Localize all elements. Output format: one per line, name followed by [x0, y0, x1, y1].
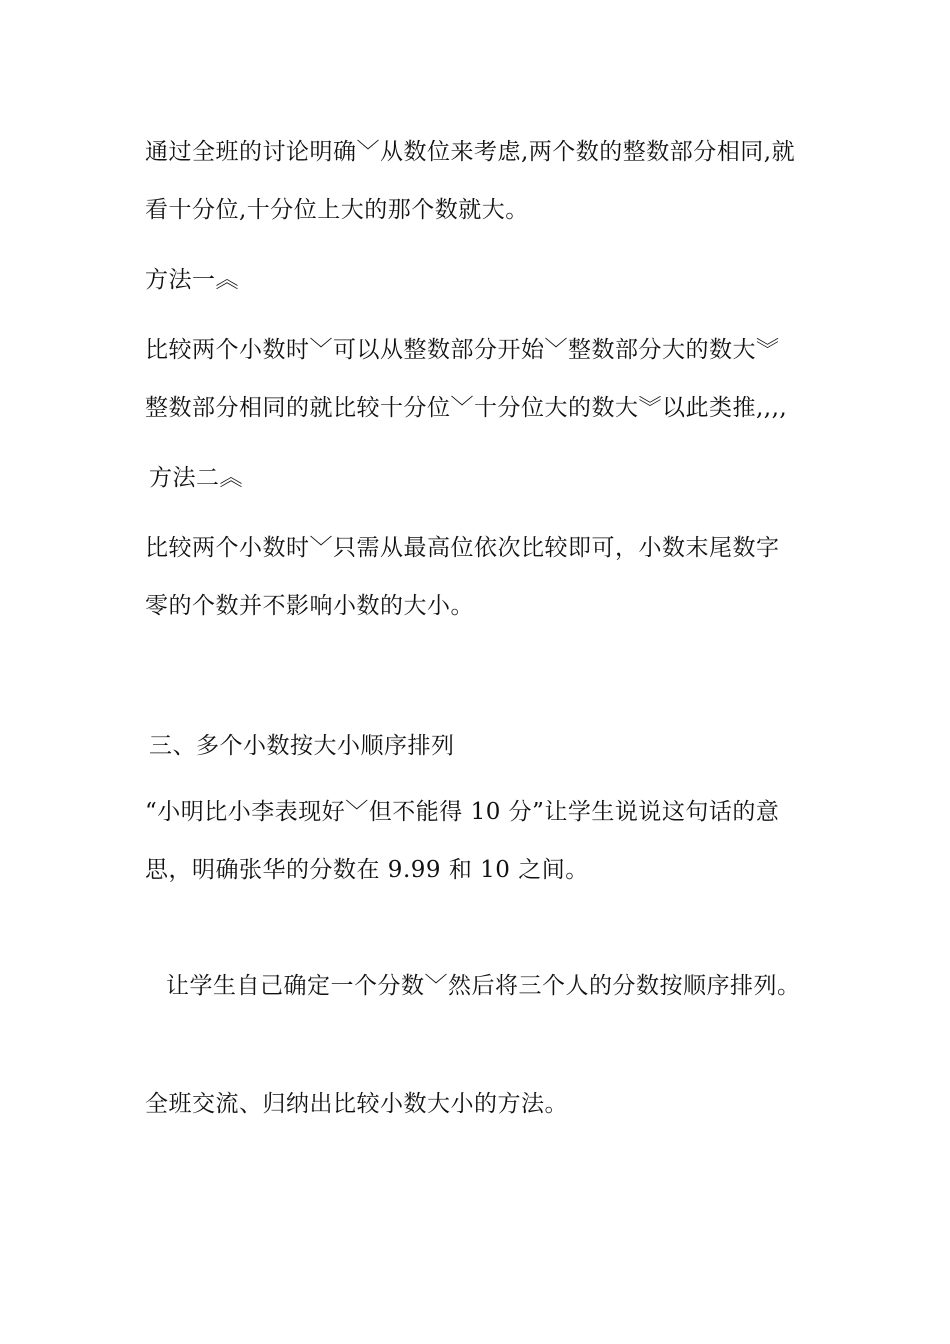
paragraph-line: 通过全班的讨论明确﹀从数位来考虑,两个数的整数部分相同,就 [145, 139, 796, 165]
paragraph-line: 全班交流、归纳出比较小数大小的方法。 [145, 1091, 568, 1117]
method-one-heading: 方法一︽ [145, 267, 239, 293]
paragraph-line: 比较两个小数时﹀可以从整数部分开始﹀整数部分大的数大︾ [145, 337, 780, 363]
paragraph-line: 思，明确张华的分数在 9.99 和 10 之间。 [145, 857, 589, 883]
paragraph-line: 看十分位,十分位上大的那个数就大。 [145, 197, 529, 223]
method-two-heading: 方法二︽ [149, 465, 243, 491]
section-three-heading: 三、多个小数按大小顺序排列 [149, 733, 455, 759]
paragraph-line: 比较两个小数时﹀只需从最高位依次比较即可，小数末尾数字 [145, 535, 780, 561]
paragraph-line: “小明比小李表现好﹀但不能得 10 分”让学生说说这句话的意 [145, 799, 780, 825]
paragraph-line: 让学生自己确定一个分数﹀然后将三个人的分数按顺序排列。 [166, 973, 801, 999]
paragraph-line: 整数部分相同的就比较十分位﹀十分位大的数大︾以此类推,,,, [145, 395, 788, 421]
paragraph-line: 零的个数并不影响小数的大小。 [145, 593, 474, 619]
